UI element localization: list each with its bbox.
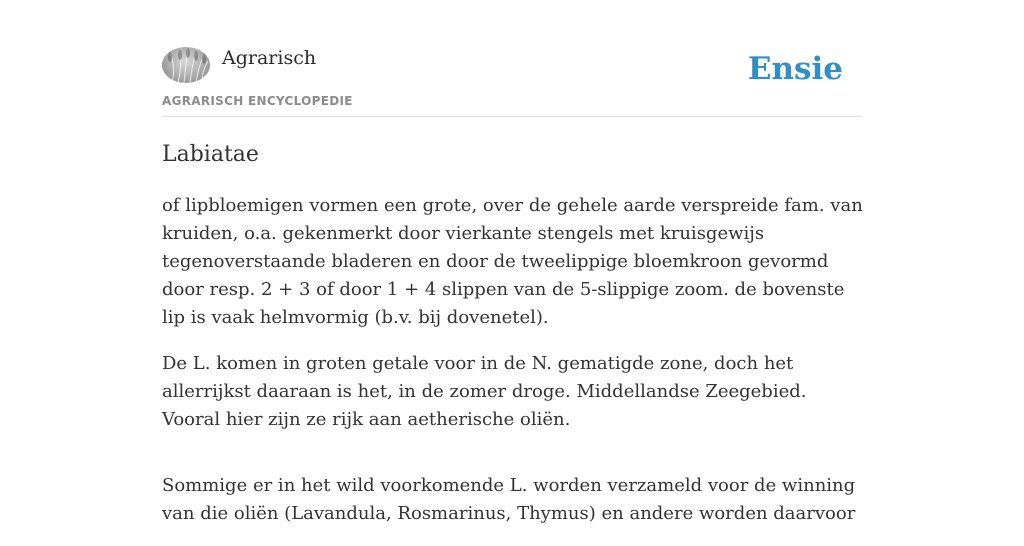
brand-name[interactable]: Agrarisch [222,47,317,69]
wheat-field-icon[interactable] [162,47,210,83]
article-paragraph: De L. komen in groten getale voor in de N. gematigde zone, doch het allerrijkst daaraan is het, in de zomer droge. Middellandse Zeegebied. Vooral hier zijn ze rijk aan aetherische oliën. [162,353,807,430]
article-paragraph: of lipbloemigen vormen een grote, over de gehele aarde verspreide fam. van kruiden, o.a. gekenmerkt door vierkante stengels met kruisgewijs tegenoverstaande bladeren en door de tweelippige bloemkroon gevormd door resp. 2 + 3 of door 1 + 4 slippen van de 5-slippige zoom. de bovenste lip is vaak helmvormig (b.v. bij dovenetel). [162,195,863,328]
article-body [162,192,866,546]
site-logo[interactable]: Ensie [747,51,843,87]
page-container [162,0,863,524]
brand-subtitle[interactable]: AGRARISCH ENCYCLOPEDIE [162,94,353,108]
article-paragraph: Sommige er in het wild voorkomende L. worden verzameld voor de winning van die oliën (Lavandula, Rosmarinus, Thymus) en andere worden daarvoor [162,475,856,524]
header [162,0,862,117]
page-title: Labiatae [162,142,259,167]
